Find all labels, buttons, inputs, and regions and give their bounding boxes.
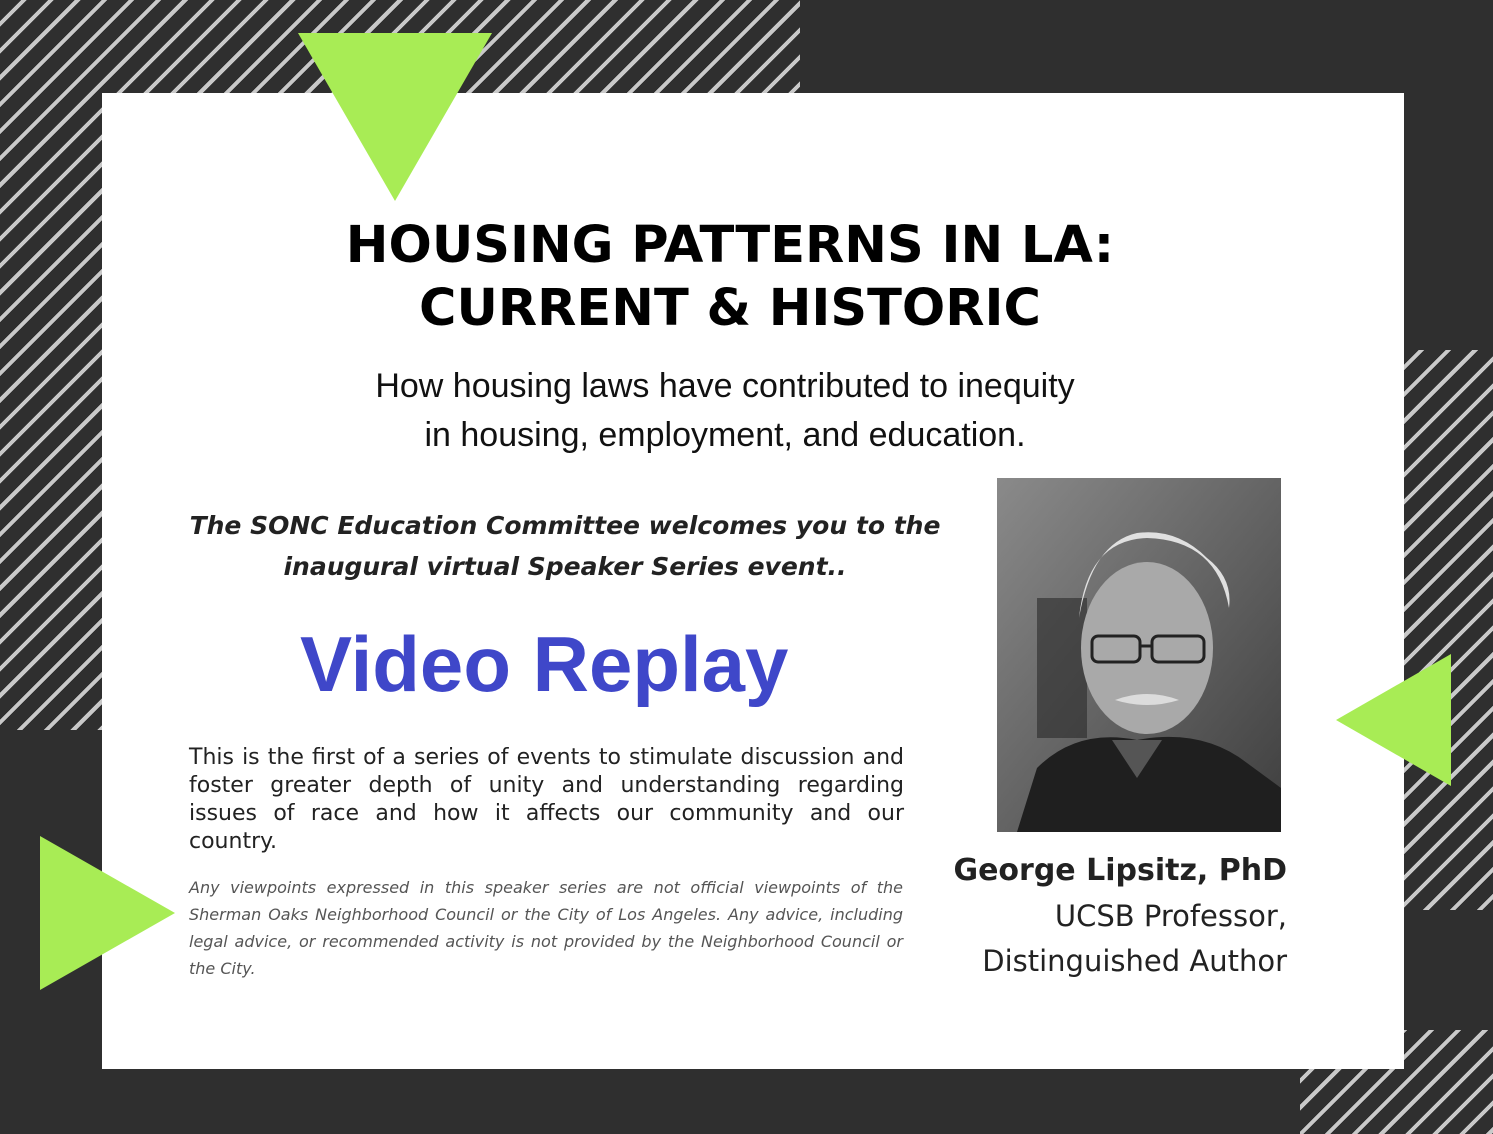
speaker-info bbox=[900, 848, 1287, 984]
green-triangle-down-decoration bbox=[298, 33, 492, 201]
event-title bbox=[230, 214, 1230, 340]
green-triangle-right-decoration bbox=[40, 836, 175, 990]
video-replay-link[interactable]: Video Replay bbox=[300, 620, 789, 708]
speaker-name: George Lipsitz, PhD bbox=[953, 853, 1287, 888]
welcome-line-2: inaugural virtual Speaker Series event.. bbox=[283, 552, 847, 581]
speaker-role-line-1: UCSB Professor, bbox=[1054, 899, 1287, 933]
speaker-photo bbox=[997, 478, 1281, 832]
event-description: This is the first of a series of events to stimulate discussion and foster greater depth of unity and understanding regarding issues of race and how it affects our community and our country. bbox=[189, 745, 904, 854]
event-subtitle bbox=[290, 362, 1160, 460]
event-subtitle-line-2: in housing, employment, and education. bbox=[424, 416, 1026, 454]
speaker-role-line-2: Distinguished Author bbox=[982, 944, 1287, 978]
event-title-line-2: CURRENT & HISTORIC bbox=[419, 279, 1041, 338]
event-title-line-1: HOUSING PATTERNS IN LA: bbox=[345, 216, 1115, 275]
welcome-message bbox=[170, 505, 960, 587]
disclaimer-text: Any viewpoints expressed in this speaker series are not official viewpoints of the Sherman Oaks Neighborhood Council or the City of Los Angeles. Any advice, including legal advice, or recommended activity is not provided by the Neighborhood Council or the City. bbox=[189, 878, 903, 978]
event-subtitle-line-1: How housing laws have contributed to inequity bbox=[375, 367, 1075, 405]
welcome-line-1: The SONC Education Committee welcomes you to the bbox=[189, 511, 941, 540]
green-triangle-left-decoration bbox=[1336, 654, 1451, 786]
